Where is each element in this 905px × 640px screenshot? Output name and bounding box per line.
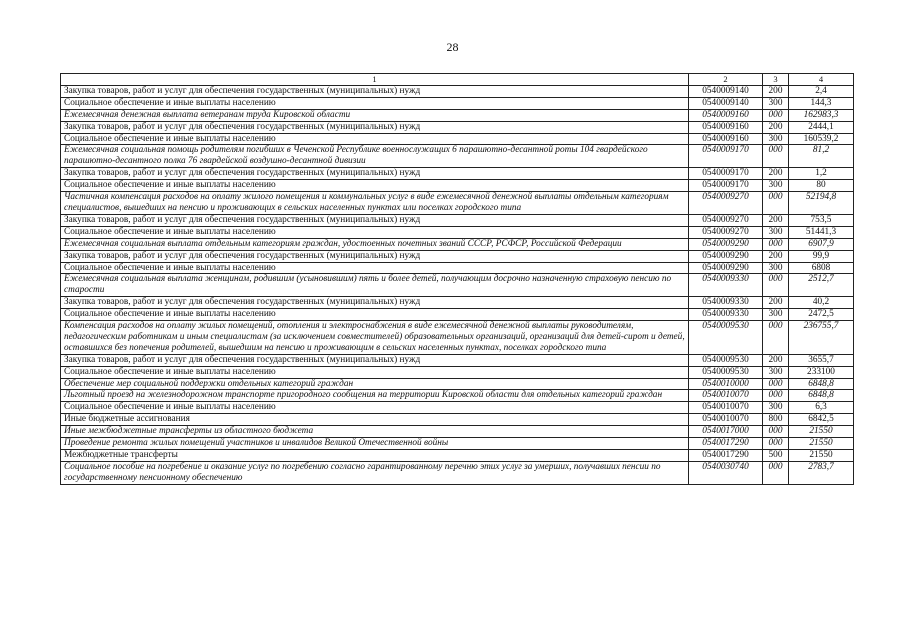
row-code-cell: 0540009160 [689, 109, 763, 121]
header-col-2: 2 [689, 74, 763, 86]
row-type-cell: 000 [763, 192, 789, 215]
table-row [61, 145, 854, 168]
row-name-cell: Социальное обеспечение и иные выплаты населению [61, 97, 689, 109]
header-col-1: 1 [61, 74, 689, 86]
row-type-cell: 200 [763, 297, 789, 309]
table-row [61, 309, 854, 321]
row-code-cell: 0540030740 [689, 461, 763, 484]
row-code-cell: 0540009330 [689, 274, 763, 297]
row-name-cell: Обеспечение мер социальной поддержки отдельных категорий граждан [61, 378, 689, 390]
row-type-cell: 300 [763, 366, 789, 378]
row-code-cell: 0540009160 [689, 133, 763, 145]
row-type-cell: 000 [763, 109, 789, 121]
row-type-cell: 200 [763, 214, 789, 226]
table-row [61, 250, 854, 262]
row-name-cell: Социальное пособие на погребение и оказание услуг по погребению согласно гарантированному перечню этих услуг за умерших, получавших пенсии по государственному пенсионному обеспечению [61, 461, 689, 484]
row-amount-cell: 52194,8 [789, 192, 854, 215]
header-col-4: 4 [789, 74, 854, 86]
row-type-cell: 800 [763, 414, 789, 426]
row-code-cell: 0540010070 [689, 414, 763, 426]
row-type-cell: 000 [763, 274, 789, 297]
row-code-cell: 0540009140 [689, 97, 763, 109]
budget-table-body [61, 74, 854, 485]
row-amount-cell: 2512,7 [789, 274, 854, 297]
row-amount-cell: 233100 [789, 366, 854, 378]
row-code-cell: 0540009170 [689, 168, 763, 180]
row-code-cell: 0540010000 [689, 378, 763, 390]
row-type-cell: 000 [763, 378, 789, 390]
row-code-cell: 0540010070 [689, 402, 763, 414]
row-type-cell: 200 [763, 250, 789, 262]
row-name-cell: Социальное обеспечение и иные выплаты населению [61, 133, 689, 145]
row-name-cell: Социальное обеспечение и иные выплаты населению [61, 180, 689, 192]
row-name-cell: Иные межбюджетные трансферты из областного бюджета [61, 426, 689, 438]
row-type-cell: 200 [763, 85, 789, 97]
row-amount-cell: 3655,7 [789, 354, 854, 366]
row-type-cell: 000 [763, 390, 789, 402]
row-amount-cell: 162983,3 [789, 109, 854, 121]
row-name-cell: Социальное обеспечение и иные выплаты населению [61, 309, 689, 321]
row-name-cell: Закупка товаров, работ и услуг для обеспечения государственных (муниципальных) нужд [61, 121, 689, 133]
row-name-cell: Закупка товаров, работ и услуг для обеспечения государственных (муниципальных) нужд [61, 297, 689, 309]
row-amount-cell: 2444,1 [789, 121, 854, 133]
row-amount-cell: 6842,5 [789, 414, 854, 426]
row-type-cell: 300 [763, 309, 789, 321]
row-type-cell: 000 [763, 238, 789, 250]
row-type-cell: 200 [763, 168, 789, 180]
table-row [61, 274, 854, 297]
row-amount-cell: 6907,9 [789, 238, 854, 250]
row-name-cell: Частичная компенсация расходов на оплату жилого помещения и коммунальных услуг в виде ежемесячной денежной выплаты отдельным категориям специалистов, вышедших на пенсию и проживающих в сельских населенных пунктах или поселках городского типа [61, 192, 689, 215]
table-row [61, 262, 854, 274]
table-row [61, 390, 854, 402]
row-code-cell: 0540009290 [689, 250, 763, 262]
row-amount-cell: 2,4 [789, 85, 854, 97]
row-name-cell: Компенсация расходов на оплату жилых помещений, отопления и электроснабжения в виде ежемесячной денежной выплаты руководителям, педагогическим работникам и иным специалистам (за исключением совместителей) образовательных организаций, организаций для детей-сирот и детей, оставшихся без попечения родителей, вышедшим на пенсию и проживающим в сельских населенных пунктах, поселках городского типа [61, 321, 689, 355]
row-code-cell: 0540009270 [689, 226, 763, 238]
row-code-cell: 0540009170 [689, 180, 763, 192]
table-row [61, 414, 854, 426]
row-amount-cell: 6808 [789, 262, 854, 274]
table-row [61, 354, 854, 366]
row-name-cell: Проведение ремонта жилых помещений участников и инвалидов Великой Отечественной войны [61, 438, 689, 450]
row-amount-cell: 6848,8 [789, 390, 854, 402]
row-name-cell: Ежемесячная социальная выплата женщинам, родившим (усыновившим) пять и более детей, получающим досрочно назначенную страховую пенсию по старости [61, 274, 689, 297]
row-amount-cell: 2783,7 [789, 461, 854, 484]
row-type-cell: 300 [763, 133, 789, 145]
table-row [61, 321, 854, 355]
row-type-cell: 000 [763, 426, 789, 438]
table-row [61, 226, 854, 238]
row-type-cell: 300 [763, 262, 789, 274]
table-row [61, 109, 854, 121]
row-type-cell: 300 [763, 97, 789, 109]
row-code-cell: 0540009140 [689, 85, 763, 97]
row-name-cell: Межбюджетные трансферты [61, 450, 689, 462]
row-type-cell: 000 [763, 145, 789, 168]
row-code-cell: 0540009530 [689, 354, 763, 366]
row-amount-cell: 51441,3 [789, 226, 854, 238]
row-code-cell: 0540009170 [689, 145, 763, 168]
budget-table [60, 73, 854, 485]
table-row [61, 214, 854, 226]
row-amount-cell: 40,2 [789, 297, 854, 309]
row-type-cell: 000 [763, 438, 789, 450]
table-row [61, 366, 854, 378]
table-row [61, 461, 854, 484]
row-code-cell: 0540009330 [689, 297, 763, 309]
row-amount-cell: 2472,5 [789, 309, 854, 321]
row-name-cell: Закупка товаров, работ и услуг для обеспечения государственных (муниципальных) нужд [61, 354, 689, 366]
row-name-cell: Ежемесячная социальная помощь родителям погибших в Чеченской Республике военнослужащих 6 парашютно-десантной роты 104 гвардейского парашютно-десантного полка 76 гвардейской воздушно-десантной дивизии [61, 145, 689, 168]
row-name-cell: Социальное обеспечение и иные выплаты населению [61, 262, 689, 274]
row-code-cell: 0540009290 [689, 262, 763, 274]
row-type-cell: 200 [763, 354, 789, 366]
row-code-cell: 0540009530 [689, 321, 763, 355]
table-row [61, 238, 854, 250]
header-col-3: 3 [763, 74, 789, 86]
row-name-cell: Социальное обеспечение и иные выплаты населению [61, 226, 689, 238]
row-name-cell: Социальное обеспечение и иные выплаты населению [61, 366, 689, 378]
row-name-cell: Иные бюджетные ассигнования [61, 414, 689, 426]
row-type-cell: 300 [763, 180, 789, 192]
row-name-cell: Закупка товаров, работ и услуг для обеспечения государственных (муниципальных) нужд [61, 250, 689, 262]
table-row [61, 450, 854, 462]
table-row [61, 133, 854, 145]
row-amount-cell: 6848,8 [789, 378, 854, 390]
table-row [61, 121, 854, 133]
row-code-cell: 0540009530 [689, 366, 763, 378]
row-amount-cell: 753,5 [789, 214, 854, 226]
row-name-cell: Льготный проезд на железнодорожном транспорте пригородного сообщения на территории Кировской области для отдельных категорий граждан [61, 390, 689, 402]
row-code-cell: 0540017000 [689, 426, 763, 438]
row-type-cell: 500 [763, 450, 789, 462]
row-name-cell: Социальное обеспечение и иные выплаты населению [61, 402, 689, 414]
row-amount-cell: 21550 [789, 426, 854, 438]
row-type-cell: 000 [763, 461, 789, 484]
table-row [61, 97, 854, 109]
table-row [61, 438, 854, 450]
table-row [61, 85, 854, 97]
row-amount-cell: 1,2 [789, 168, 854, 180]
row-code-cell: 0540009270 [689, 192, 763, 215]
row-amount-cell: 236755,7 [789, 321, 854, 355]
row-amount-cell: 160539,2 [789, 133, 854, 145]
row-name-cell: Закупка товаров, работ и услуг для обеспечения государственных (муниципальных) нужд [61, 168, 689, 180]
row-amount-cell: 21550 [789, 438, 854, 450]
row-amount-cell: 6,3 [789, 402, 854, 414]
row-name-cell: Закупка товаров, работ и услуг для обеспечения государственных (муниципальных) нужд [61, 85, 689, 97]
table-row [61, 378, 854, 390]
row-type-cell: 000 [763, 321, 789, 355]
row-type-cell: 300 [763, 226, 789, 238]
row-code-cell: 0540009270 [689, 214, 763, 226]
row-code-cell: 0540010070 [689, 390, 763, 402]
row-amount-cell: 21550 [789, 450, 854, 462]
row-name-cell: Ежемесячная денежная выплата ветеранам труда Кировской области [61, 109, 689, 121]
row-code-cell: 0540009160 [689, 121, 763, 133]
row-amount-cell: 81,2 [789, 145, 854, 168]
table-row [61, 402, 854, 414]
table-row [61, 297, 854, 309]
row-amount-cell: 80 [789, 180, 854, 192]
row-name-cell: Закупка товаров, работ и услуг для обеспечения государственных (муниципальных) нужд [61, 214, 689, 226]
row-type-cell: 200 [763, 121, 789, 133]
table-header-row [61, 74, 854, 86]
row-type-cell: 300 [763, 402, 789, 414]
row-amount-cell: 99,9 [789, 250, 854, 262]
row-code-cell: 0540009290 [689, 238, 763, 250]
table-row [61, 192, 854, 215]
page-number: 28 [446, 40, 459, 54]
row-name-cell: Ежемесячная социальная выплата отдельным категориям граждан, удостоенных почетных званий СССР, РСФСР, Российской Федерации [61, 238, 689, 250]
table-row [61, 180, 854, 192]
row-code-cell: 0540017290 [689, 438, 763, 450]
row-code-cell: 0540017290 [689, 450, 763, 462]
table-row [61, 168, 854, 180]
row-code-cell: 0540009330 [689, 309, 763, 321]
row-amount-cell: 144,3 [789, 97, 854, 109]
table-row [61, 426, 854, 438]
